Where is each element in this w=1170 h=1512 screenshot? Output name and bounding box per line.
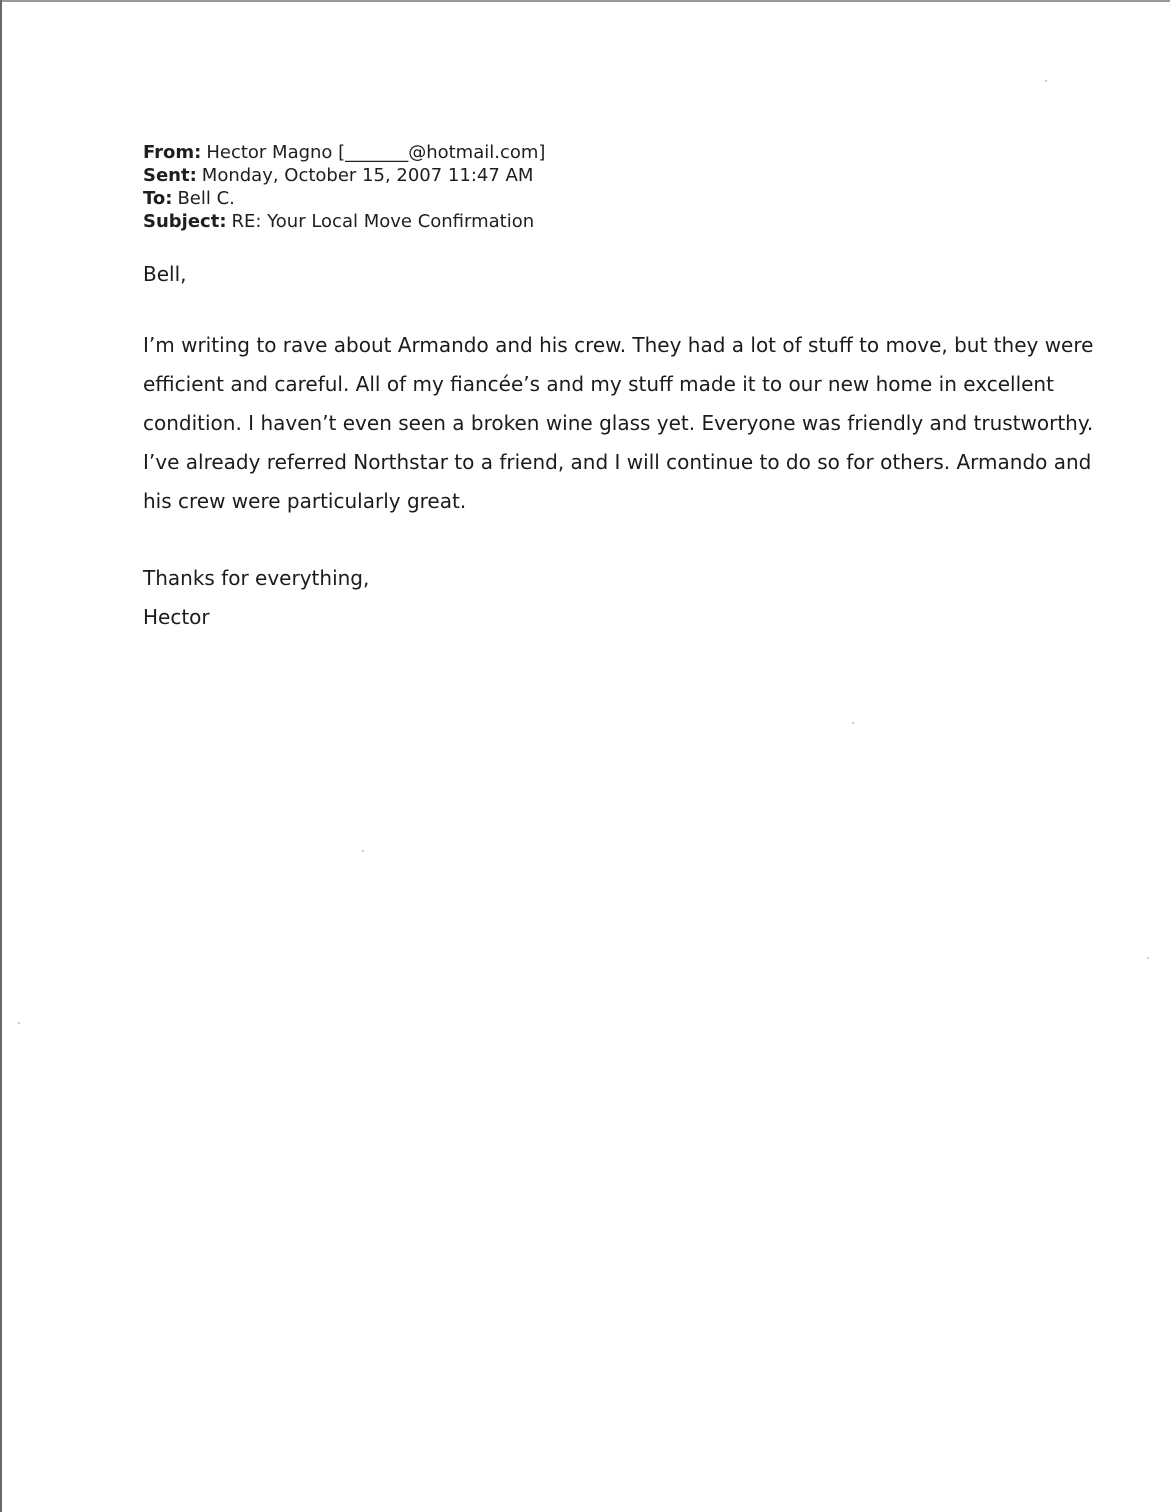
body-line: I’m writing to rave about Armando and his crew. They had a lot of stuff to move, but they were [143, 333, 1094, 357]
body-line: efficient and careful. All of my fiancée’s and my stuff made it to our new home in excellent [143, 372, 1054, 396]
salutation: Bell, [143, 262, 187, 286]
scan-speck [1045, 80, 1047, 82]
subject-value: RE: Your Local Move Confirmation [231, 211, 535, 232]
sent-label: Sent: [143, 165, 197, 186]
subject-label: Subject: [143, 211, 227, 232]
closing-line: Thanks for everything, [143, 566, 370, 590]
sent-value: Monday, October 15, 2007 11:47 AM [201, 165, 534, 186]
to-value: Bell C. [177, 188, 235, 209]
sent-line [143, 164, 1043, 187]
email-header [143, 141, 1043, 233]
message-body [143, 326, 1094, 521]
body-line: I’ve already referred Northstar to a friend, and I will continue to do so for others. Armando and [143, 450, 1092, 474]
body-line: his crew were particularly great. [143, 489, 467, 513]
from-line [143, 141, 1043, 164]
scan-edge-left [0, 0, 2, 1512]
from-label: From: [143, 142, 202, 163]
closing-block [143, 559, 369, 637]
body-line: condition. I haven’t even seen a broken wine glass yet. Everyone was friendly and trustworthy. [143, 411, 1094, 435]
scan-speck [18, 1022, 20, 1024]
scan-speck [852, 722, 854, 724]
scan-edge-top [0, 0, 1170, 2]
scan-speck [362, 850, 364, 852]
to-label: To: [143, 188, 173, 209]
scan-speck [1147, 957, 1149, 959]
subject-line [143, 210, 1043, 233]
from-value: Hector Magno [_______@hotmail.com] [206, 142, 546, 163]
signature: Hector [143, 605, 210, 629]
to-line [143, 187, 1043, 210]
